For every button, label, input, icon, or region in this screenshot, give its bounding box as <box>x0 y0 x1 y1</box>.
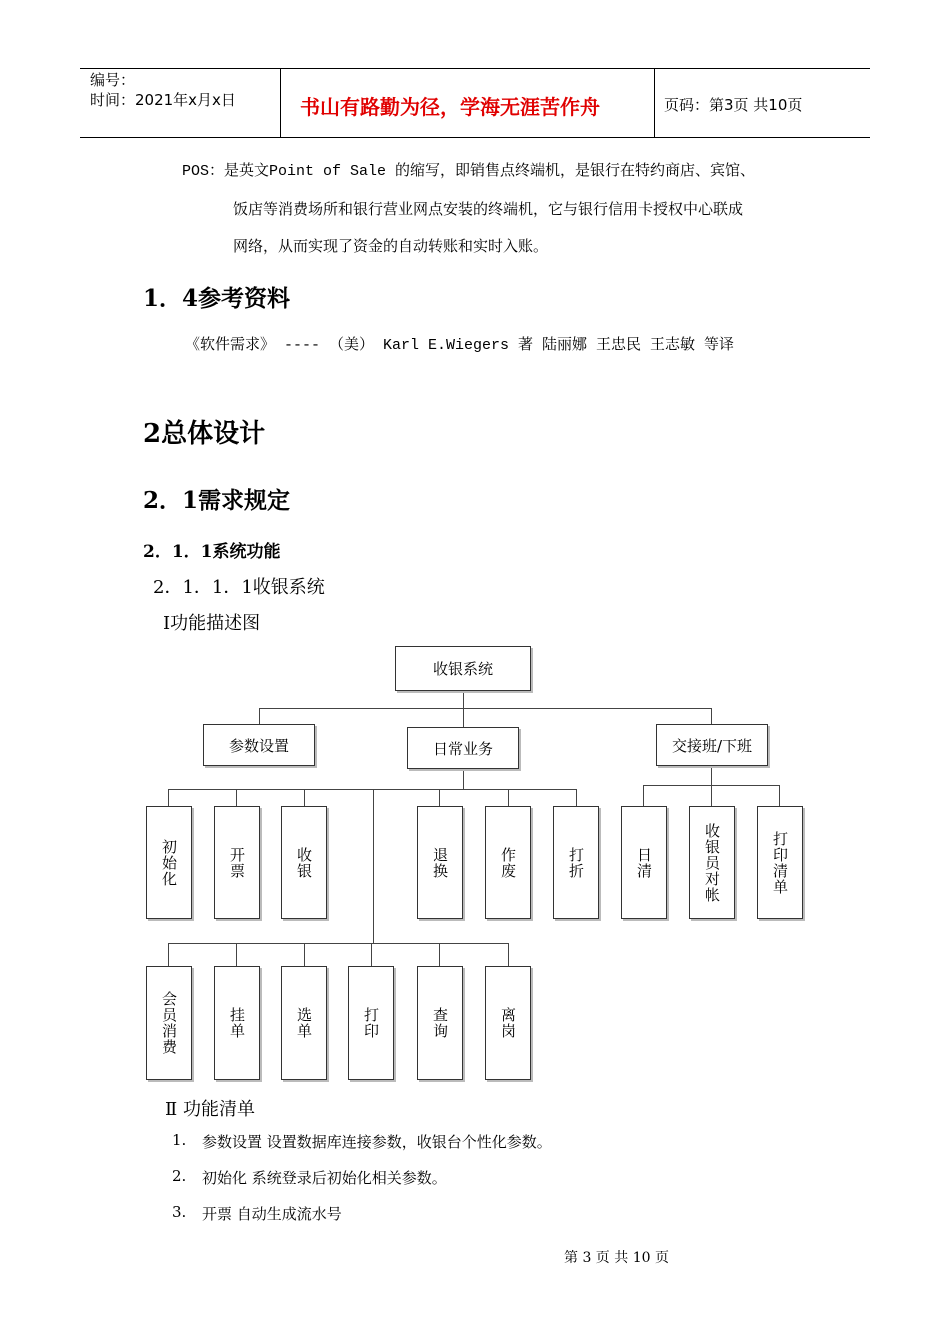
list-item: 初始化 系统登录后初始化相关参数。 <box>202 1169 447 1187</box>
connector-line <box>508 943 509 966</box>
connector-line <box>779 785 780 806</box>
chapter-heading-2: 2总体设计 <box>143 419 266 449</box>
node-params: 参数设置 <box>203 724 315 766</box>
connector-line <box>643 785 644 806</box>
connector-line <box>259 708 712 709</box>
node-label: 会员消费 <box>160 991 178 1055</box>
node-label: 打印 <box>362 1007 380 1039</box>
connector-line <box>304 943 305 966</box>
header-date: 时间：2021年x月x日 <box>90 91 236 109</box>
node-return <box>417 806 463 919</box>
node-select-order <box>281 966 327 1080</box>
connector-line <box>168 943 169 966</box>
list-item-number: 3. <box>172 1203 187 1221</box>
connector-line <box>463 708 464 727</box>
node-shift-change: 交接班/下班 <box>656 724 768 766</box>
node-cashier <box>281 806 327 919</box>
section-heading-2-1: 2．1需求规定 <box>143 487 291 514</box>
header-divider <box>654 69 655 137</box>
node-daily-business: 日常业务 <box>407 727 519 769</box>
list-item: 参数设置 设置数据库连接参数，收银台个性化参数。 <box>202 1133 552 1151</box>
reference-entry: 《软件需求》 ---- （美） Karl E.Wiegers 著 陆丽娜 王忠民 王志敏 等译 <box>185 337 735 354</box>
section-heading-2-1-1: 2．1．1系统功能 <box>143 542 281 562</box>
node-leave-post <box>485 966 531 1080</box>
node-member-purchase <box>146 966 192 1080</box>
node-label: 作废 <box>499 846 517 879</box>
node-label: 开票 <box>228 846 246 879</box>
header-motto: 书山有路勤为径，学海无涯苦作舟 <box>300 95 600 119</box>
list-item: 开票 自动生成流水号 <box>202 1205 342 1223</box>
node-label: 打印清单 <box>771 830 789 895</box>
figure-label: Ⅰ功能描述图 <box>163 613 261 634</box>
connector-line <box>236 789 237 806</box>
connector-line <box>168 789 169 806</box>
function-list-title: Ⅱ 功能清单 <box>165 1099 255 1120</box>
connector-line <box>259 708 260 724</box>
node-hold-order <box>214 966 260 1080</box>
list-item-number: 1. <box>172 1131 187 1149</box>
connector-line <box>711 765 712 785</box>
connector-line <box>439 943 440 966</box>
pos-definition-line: POS：是英文Point of Sale 的缩写，即销售点终端机，是银行在特约商店、宾馆、 <box>182 163 756 180</box>
node-invoice <box>214 806 260 919</box>
connector-line <box>711 708 712 724</box>
node-daily-clear <box>621 806 667 919</box>
node-cashier-reconcile <box>689 806 735 919</box>
connector-line <box>711 785 712 806</box>
connector-line <box>508 789 509 806</box>
pos-definition-line: 网络，从而实现了资金的自动转账和实时入账。 <box>233 237 549 255</box>
connector-line <box>463 769 464 789</box>
connector-line <box>371 943 372 966</box>
connector-line <box>168 943 509 944</box>
node-discount <box>553 806 599 919</box>
node-label: 挂单 <box>228 1007 246 1039</box>
node-label: 收银员对帐 <box>703 822 721 903</box>
node-label: 选单 <box>295 1007 313 1039</box>
connector-line <box>463 690 464 708</box>
node-initialize <box>146 806 192 919</box>
page-footer: 第 3 页 共 10 页 <box>564 1250 669 1266</box>
node-label: 日清 <box>635 846 653 879</box>
node-print-list <box>757 806 803 919</box>
header-page-number: 页码：第3页 共10页 <box>664 96 803 114</box>
list-item-number: 2. <box>172 1167 187 1185</box>
node-root: 收银系统 <box>395 646 531 691</box>
node-label: 退换 <box>431 846 449 879</box>
connector-line <box>576 789 577 806</box>
pos-definition-line: 饭店等消费场所和银行营业网点安装的终端机，它与银行信用卡授权中心联成 <box>233 200 744 218</box>
node-query <box>417 966 463 1080</box>
node-label: 收银 <box>295 846 313 879</box>
node-void <box>485 806 531 919</box>
node-label: 打折 <box>567 846 585 879</box>
node-label: 查询 <box>431 1007 449 1039</box>
node-label: 初始化 <box>160 838 178 887</box>
connector-line <box>373 789 374 943</box>
node-label: 离岗 <box>499 1007 517 1039</box>
connector-line <box>236 943 237 966</box>
header-number: 编号： <box>90 71 136 89</box>
connector-line <box>439 789 440 806</box>
section-heading-2-1-1-1: 2．1．1．1收银系统 <box>153 577 325 598</box>
connector-line <box>304 789 305 806</box>
section-heading-1-4: 1．4参考资料 <box>143 285 291 312</box>
header-divider <box>280 69 281 137</box>
node-print <box>348 966 394 1080</box>
